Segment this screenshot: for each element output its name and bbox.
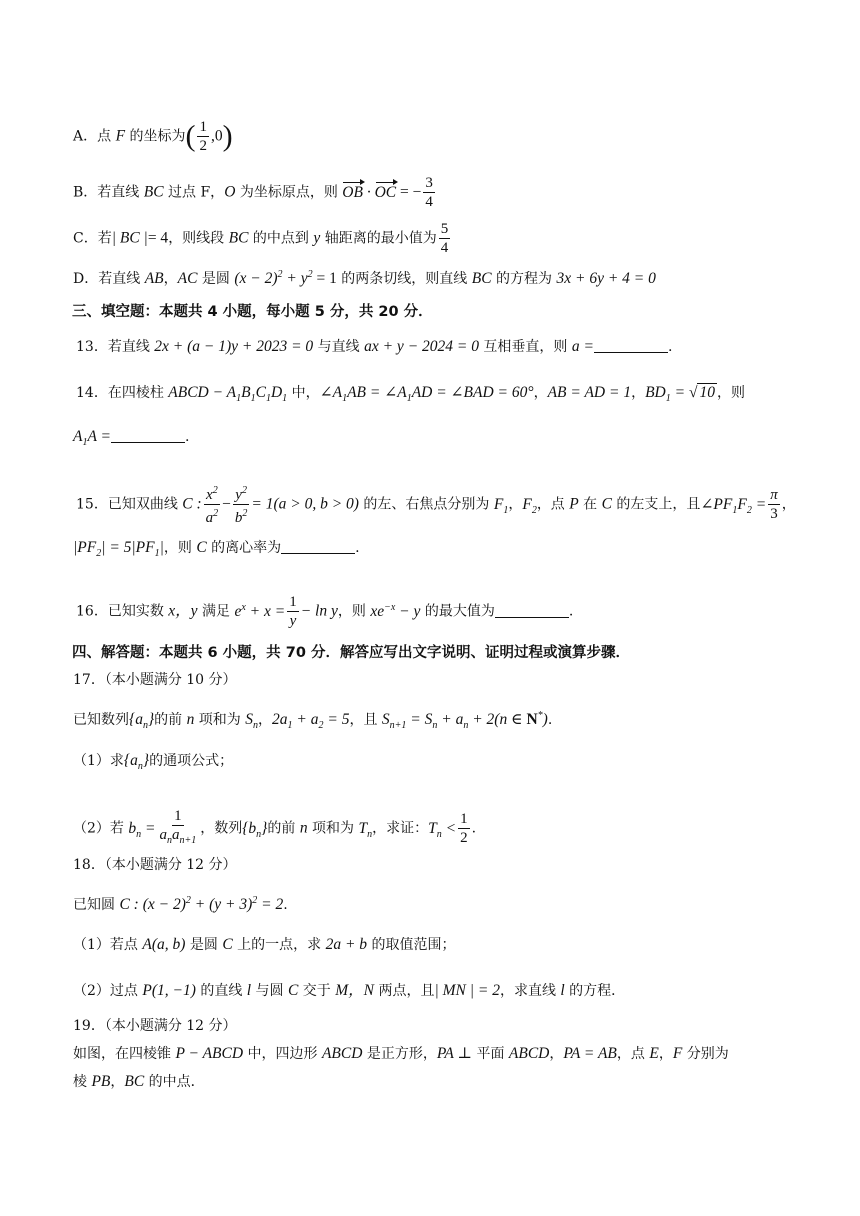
question-17-header: 17．（本小题满分 10 分） <box>73 672 237 688</box>
question-18-header: 18．（本小题满分 12 分） <box>73 857 237 873</box>
question-15: 15．已知双曲线 C : $\frac{x^2}{a^2}$ − $\frac{y^2}{b^2}$ = 1(a > 0, b > 0) 的左、右焦点分别为 $F_1$，$F_2$，点 P 在 C 的左支上，且$\angle PF_1F_2$ = $\frac{\pi}{3}$ ， <box>76 482 796 527</box>
option-d: D．若直线 AB，AC 是圆 $(x - 2)^2 + y^2 = 1$ 的两条切线，则直线 BC 的方程为 3x + 6y + 4 = 0 <box>73 269 656 288</box>
question-19-stem-cont: 棱 PB，BC 的中点． <box>73 1073 205 1090</box>
min-frac: $\frac{5}{4}$ <box>440 221 449 256</box>
section-4-title: 四、解答题：本题共 6 小题，共 70 分．解答应写出文字说明、证明过程或演算步骤． <box>72 645 630 661</box>
question-19-stem: 如图，在四棱锥 P − ABCD 中，四边形 ABCD 是正方形，PA ⊥ 平面 ABCD，PA = AB，点 E，F 分别为 <box>73 1045 729 1062</box>
coord-frac: $\frac{1}{2}$ <box>199 119 207 154</box>
dot-product: OB · OC <box>342 183 397 201</box>
option-c: C．若| BC |= 4，则线段 BC 的中点到 y 轴距离的最小值为 $\frac{5}{4}$ <box>73 221 449 256</box>
question-15-cont: $|PF_2| = 5|PF_1|$，则 C 的离心率为 . <box>73 539 360 560</box>
question-13: 13．若直线 2x + (a − 1)y + 2023 = 0 与直线 ax + y − 2024 = 0 互相垂直，则 a = . <box>76 338 673 355</box>
question-18-part1: （1）若点 A(a, b) 是圆 C 上的一点，求 2a + b 的取值范围； <box>73 936 456 953</box>
question-17-stem: 已知数列$\{a_n\}$的前 n 项和为 $S_n$，$2a_1 + a_2 = 5$，且 $S_{n+1} = S_n + a_n + 2(n$ ∈ N*). <box>73 710 553 732</box>
value-frac: $\frac{3}{4}$ <box>425 175 433 210</box>
answer-blank[interactable] <box>281 539 355 554</box>
question-18-part2: （2）过点 P(1, −1) 的直线 l 与圆 C 交于 M，N 两点，且| MN | = 2，求直线 l 的方程． <box>73 982 626 999</box>
question-16: 16．已知实数 x，y 满足 $e^x + x$ = $\frac{1}{y}$ − ln y，则 $xe^{-x} - y$ 的最大值为 . <box>76 594 574 629</box>
answer-blank[interactable] <box>594 338 668 353</box>
question-19-header: 19．（本小题满分 12 分） <box>73 1018 237 1034</box>
question-17-part2: （2）若 $b_n$ = $\frac{1}{a_na_{n+1}}$ ，数列$\{b_n\}$的前 n 项和为 $T_n$，求证：$T_n$ < $\frac{1}{2}$ . <box>73 808 477 846</box>
option-b: B．若直线 BC 过点 F，O 为坐标原点，则 OB · OC = − $\frac{3}{4}$ <box>73 175 433 210</box>
section-3-title: 三、填空题：本题共 4 小题，每小题 5 分，共 20 分． <box>72 304 433 320</box>
question-14: 14．在四棱柱 ABCD − $A_1B_1C_1D_1$ 中，$\angle A_1AB$ = $\angle A_1AD$ = ∠BAD = 60°，AB = AD = 1，$BD_1$ = √ 10 ，则 <box>76 384 745 405</box>
option-a: A．点 F 的坐标为( $\frac{1}{2}$ ,0) <box>73 119 233 154</box>
question-17-part1: （1）求$\{a_n\}$的通项公式； <box>73 752 234 773</box>
point-f: F <box>115 127 126 145</box>
question-18-stem: 已知圆 C : $(x - 2)^2 + (y + 3)^2 = 2$. <box>73 895 288 914</box>
answer-blank[interactable] <box>111 428 185 443</box>
question-14-ask: $A_1A$ = . <box>73 428 190 449</box>
answer-blank[interactable] <box>495 603 569 618</box>
